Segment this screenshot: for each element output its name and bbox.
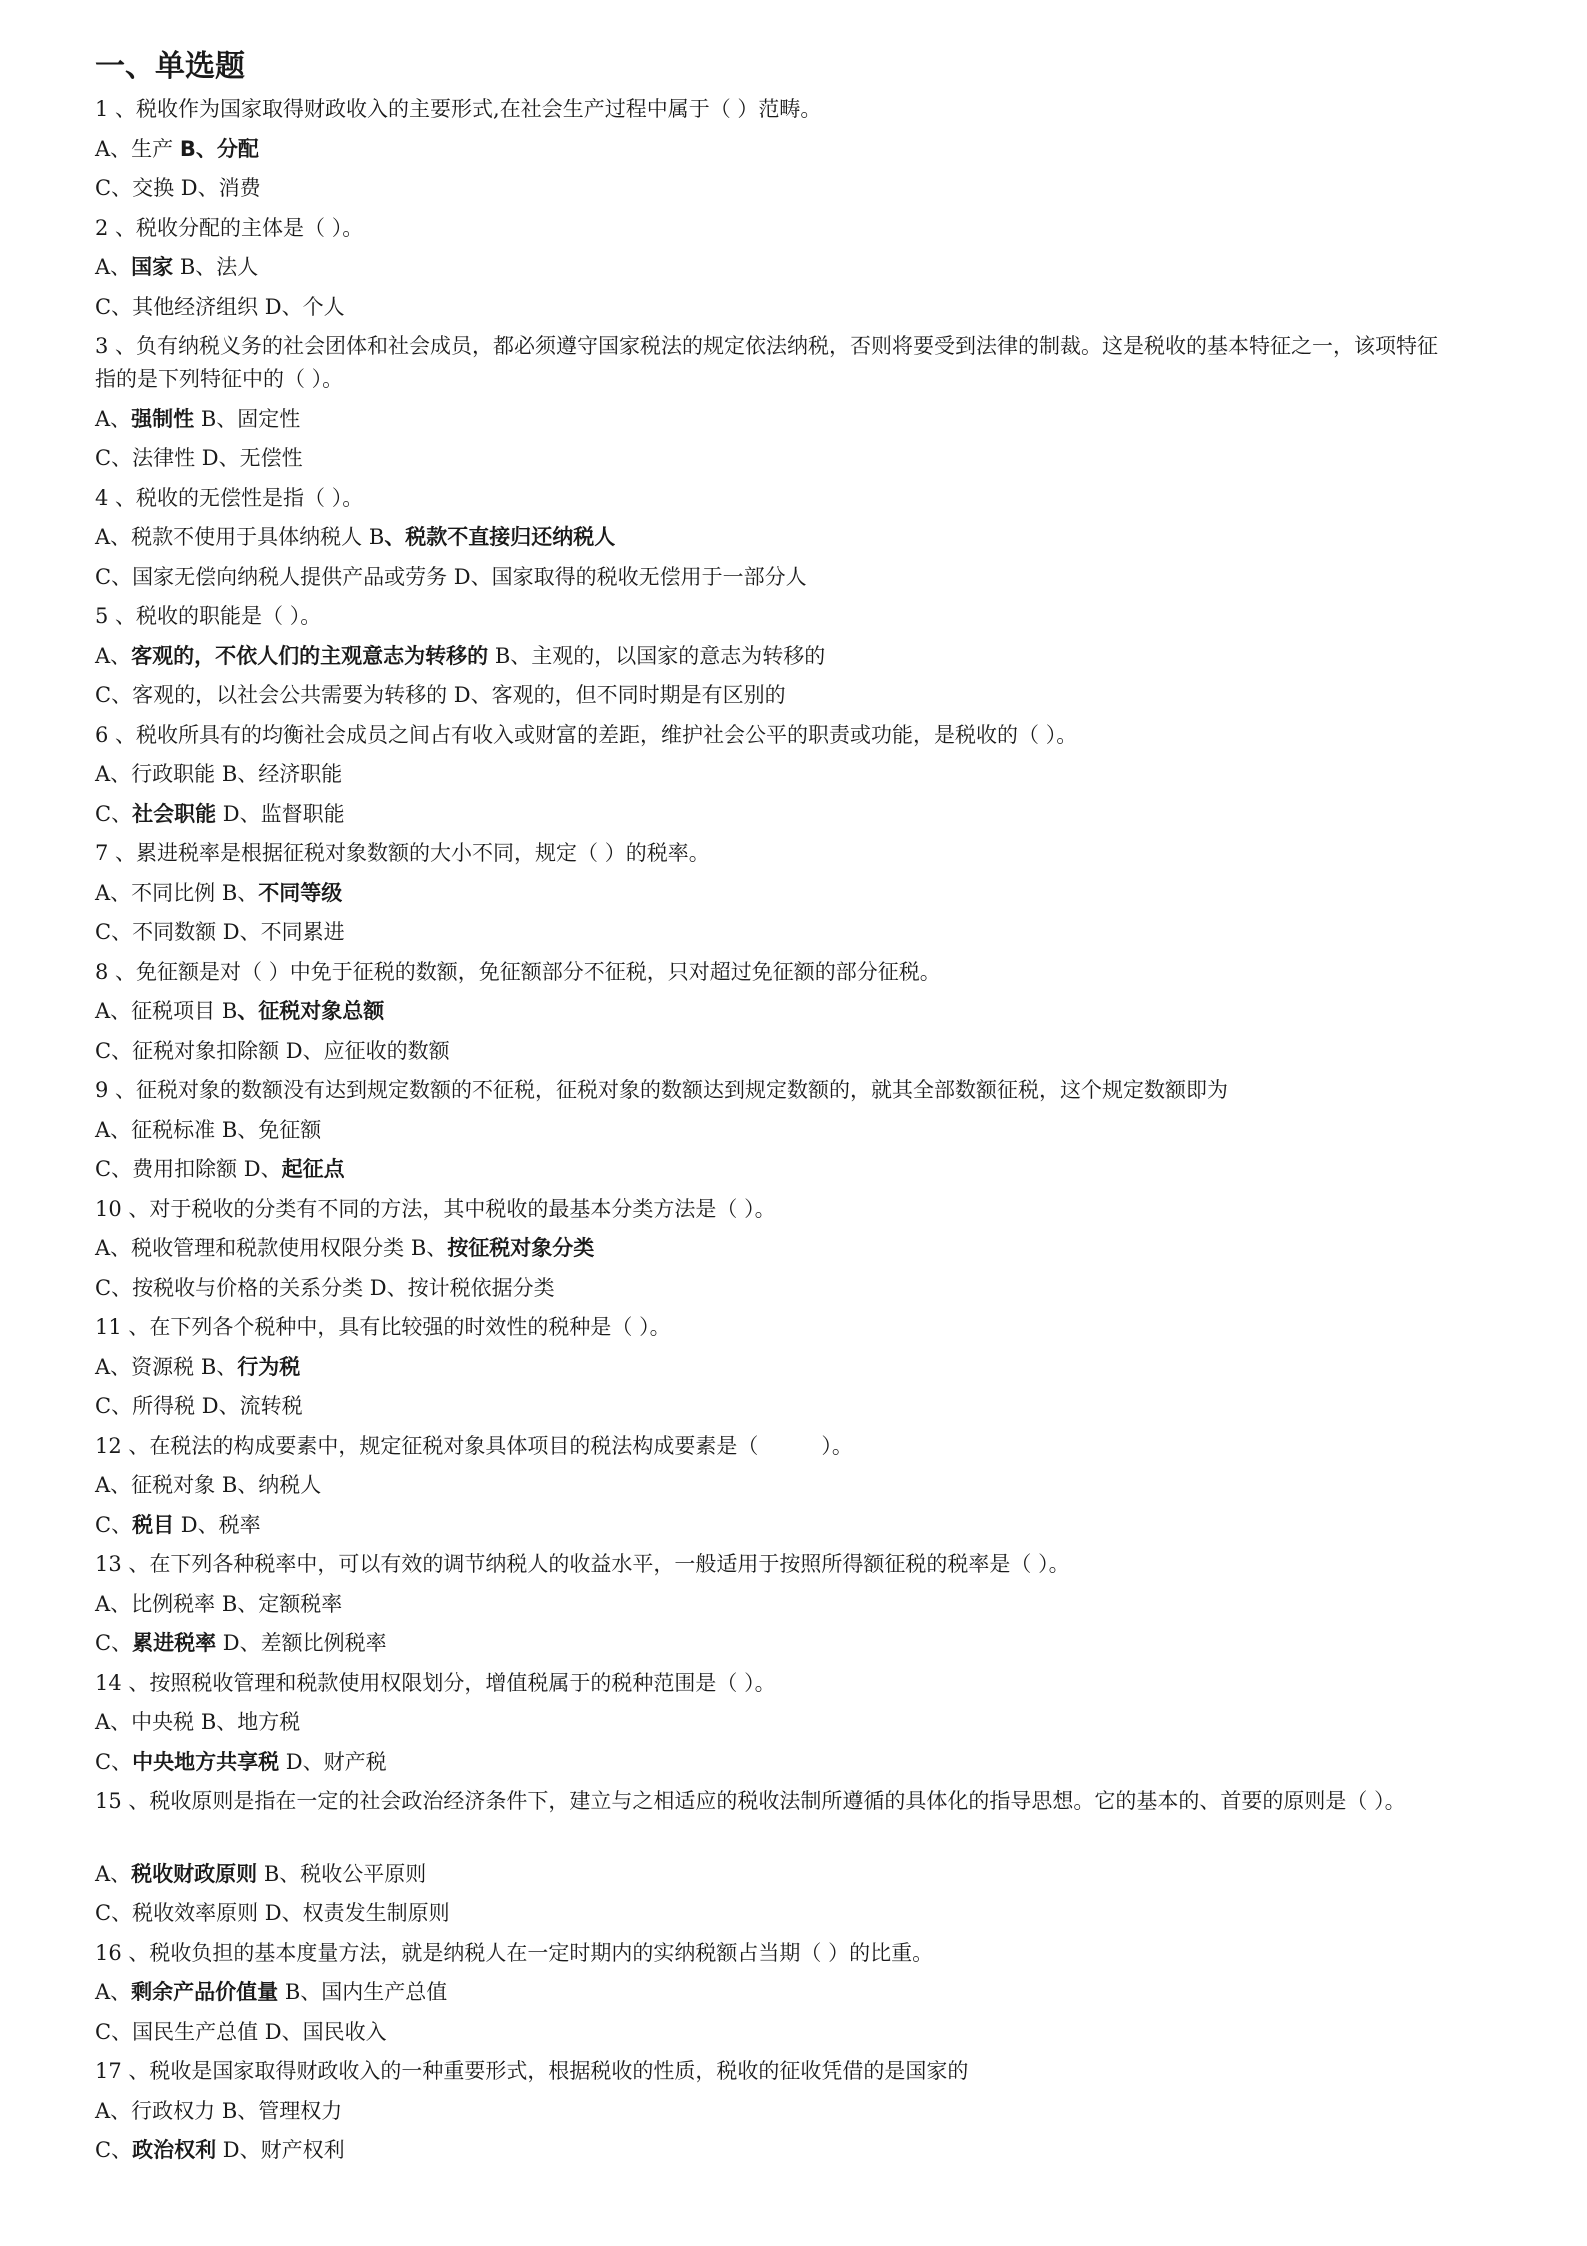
correct-answer: 税收财政原则 xyxy=(131,1862,258,1886)
option-text: B、国内生产总值 xyxy=(278,1980,448,2004)
correct-answer: 国家 xyxy=(131,255,174,279)
option-line xyxy=(95,877,342,910)
correct-answer: 按征税对象分类 xyxy=(447,1236,595,1260)
option-text: C、 xyxy=(95,1631,133,1655)
option-text: B、法人 xyxy=(173,255,259,279)
option-text: C、客观的，以社会公共需要为转移的 D、客观的，但不同时期是有区别的 xyxy=(95,683,786,707)
question-text: 8 、免征额是对（ ）中免于征税的数额，免征额部分不征税，只对超过免征额的部分征税。 xyxy=(95,960,941,984)
correct-answer: 社会职能 xyxy=(132,802,217,826)
option-text: B、主观的，以国家的意志为转移的 xyxy=(488,644,826,668)
correct-answer: 不同等级 xyxy=(258,881,343,905)
question-text: 9 、征税对象的数额没有达到规定数额的不征税，征税对象的数额达到规定数额的，就其全部数额征税，这个规定数额即为 xyxy=(95,1078,1229,1102)
option-line xyxy=(95,2095,342,2128)
option-line xyxy=(95,640,825,673)
option-line xyxy=(95,1114,321,1147)
section-heading: 一、单选题 xyxy=(95,49,245,84)
option-text: A、税收管理和税款使用权限分类 B、 xyxy=(95,1236,448,1260)
correct-answer: 起征点 xyxy=(281,1157,345,1181)
option-line xyxy=(95,1153,345,1186)
option-line xyxy=(95,561,807,594)
correct-answer: B、分配 xyxy=(179,137,259,161)
option-line xyxy=(95,172,261,205)
option-text: A、行政权力 B、管理权力 xyxy=(95,2099,343,2123)
option-text: A、 xyxy=(95,644,132,668)
option-text: A、征税标准 B、免征额 xyxy=(95,1118,322,1142)
option-text: C、税收效率原则 D、权责发生制原则 xyxy=(95,1901,450,1925)
option-text: A、税款不使用于具体纳税人 B xyxy=(95,525,385,549)
option-text: D、财产税 xyxy=(279,1750,387,1774)
correct-answer: 客观的，不依人们的主观意志为转移的 xyxy=(131,644,489,668)
option-text: A、资源税 B、 xyxy=(95,1355,238,1379)
correct-answer: 、税款不直接归还纳税人 xyxy=(384,525,616,549)
option-text: A、比例税率 B、定额税率 xyxy=(95,1592,343,1616)
option-text: C、国民生产总值 D、国民收入 xyxy=(95,2020,387,2044)
question-text: 15 、税收原则是指在一定的社会政治经济条件下，建立与之相适应的税收法制所遵循的具体化的指导思想。它的基本的、首要的原则是（ ）。 xyxy=(95,1789,1406,1813)
option-line xyxy=(95,1976,447,2009)
option-line xyxy=(95,916,345,949)
option-text: C、 xyxy=(95,802,133,826)
correct-answer: 政治权利 xyxy=(132,2138,217,2162)
option-line xyxy=(95,1897,450,1930)
option-line xyxy=(95,1351,300,1384)
option-text: C、国家无偿向纳税人提供产品或劳务 D、国家取得的税收无偿用于一部分人 xyxy=(95,565,807,589)
option-text: A、 xyxy=(95,1980,132,2004)
option-text: A、生产 xyxy=(95,137,180,161)
option-text: A、 xyxy=(95,1862,132,1886)
correct-answer: 行为税 xyxy=(237,1355,301,1379)
question-text: 13 、在下列各种税率中，可以有效的调节纳税人的收益水平，一般适用于按照所得额征税的税率是（ ）。 xyxy=(95,1552,1070,1576)
option-line xyxy=(95,1232,594,1265)
option-line xyxy=(95,1035,450,1068)
option-text: C、 xyxy=(95,1750,133,1774)
correct-answer: 累进税率 xyxy=(132,1631,217,1655)
question-text: 11 、在下列各个税种中，具有比较强的时效性的税种是（ ）。 xyxy=(95,1315,671,1339)
option-text: B、固定性 xyxy=(194,407,301,431)
option-text: C、不同数额 D、不同累进 xyxy=(95,920,345,944)
option-text: A、 xyxy=(95,407,132,431)
question-text: 1 、税收作为国家取得财政收入的主要形式,在社会生产过程中属于（ ）范畴。 xyxy=(95,97,822,121)
correct-answer: 税目 xyxy=(132,1513,175,1537)
question-text: 4 、税收的无偿性是指（ ）。 xyxy=(95,486,364,510)
option-line xyxy=(95,521,615,554)
option-line xyxy=(95,1390,303,1423)
question-text: 2 、税收分配的主体是（ ）。 xyxy=(95,216,364,240)
option-line xyxy=(95,679,786,712)
option-line xyxy=(95,995,384,1028)
question-text: 10 、对于税收的分类有不同的方法，其中税收的最基本分类方法是（ ）。 xyxy=(95,1197,776,1221)
option-line xyxy=(95,1746,387,1779)
option-text: A、征税对象 B、纳税人 xyxy=(95,1473,322,1497)
option-line xyxy=(95,133,259,166)
option-line xyxy=(95,1858,426,1891)
option-text: C、所得税 D、流转税 xyxy=(95,1394,303,1418)
option-line xyxy=(95,758,342,791)
question-text: 5 、税收的职能是（ ）。 xyxy=(95,604,322,628)
question-text: 16 、税收负担的基本度量方法，就是纳税人在一定时期内的实纳税额占当期（ ）的比重。 xyxy=(95,1941,934,1965)
question-text: 17 、税收是国家取得财政收入的一种重要形式，根据税收的性质，税收的征收凭借的是国家的 xyxy=(95,2059,969,2083)
option-line xyxy=(95,251,258,284)
option-text: A、不同比例 B、 xyxy=(95,881,259,905)
option-text: A、中央税 B、地方税 xyxy=(95,1710,301,1734)
correct-answer: 强制性 xyxy=(131,407,195,431)
option-text: C、交换 D、消费 xyxy=(95,176,261,200)
option-text: A、 xyxy=(95,255,132,279)
option-text: C、费用扣除额 D、 xyxy=(95,1157,282,1181)
option-line xyxy=(95,1588,342,1621)
option-line xyxy=(95,1509,261,1542)
option-text: C、按税收与价格的关系分类 D、按计税依据分类 xyxy=(95,1276,555,1300)
option-text: D、税率 xyxy=(174,1513,261,1537)
option-line xyxy=(95,1469,321,1502)
option-line xyxy=(95,442,303,475)
option-line xyxy=(95,403,300,436)
question-text: 6 、税收所具有的均衡社会成员之间占有收入或财富的差距，维护社会公平的职责或功能，是税收的（ ）。 xyxy=(95,723,1078,747)
option-text: D、差额比例税率 xyxy=(216,1631,387,1655)
correct-answer: 中央地方共享税 xyxy=(132,1750,280,1774)
option-line xyxy=(95,1706,300,1739)
question-text: 14 、按照税收管理和税款使用权限划分，增值税属于的税种范围是（ ）。 xyxy=(95,1671,776,1695)
question-text: 3 、负有纳税义务的社会团体和社会成员，都必须遵守国家税法的规定依法纳税，否则将要受到法律的制裁。这是税收的基本特征之一，该项特征指的是下列特征中的（ ）。 xyxy=(95,334,1439,391)
option-line xyxy=(95,1627,387,1660)
correct-answer: 剩余产品价值量 xyxy=(131,1980,279,2004)
option-text: D、监督职能 xyxy=(216,802,345,826)
option-line xyxy=(95,1272,555,1305)
question-text: 7 、累进税率是根据征税对象数额的大小不同，规定（ ）的税率。 xyxy=(95,841,710,865)
question-text: 12 、在税法的构成要素中，规定征税对象具体项目的税法构成要素是（ ）。 xyxy=(95,1434,853,1458)
option-text: A、征税项目 B xyxy=(95,999,238,1023)
option-text: C、 xyxy=(95,2138,133,2162)
option-text: B、税收公平原则 xyxy=(257,1862,427,1886)
option-line xyxy=(95,291,345,324)
option-line xyxy=(95,2134,345,2167)
option-text: C、法律性 D、无偿性 xyxy=(95,446,303,470)
option-text: C、其他经济组织 D、个人 xyxy=(95,295,345,319)
correct-answer: 、征税对象总额 xyxy=(237,999,385,1023)
option-line xyxy=(95,2016,387,2049)
option-text: D、财产权利 xyxy=(216,2138,345,2162)
option-text: C、征税对象扣除额 D、应征收的数额 xyxy=(95,1039,450,1063)
option-line xyxy=(95,798,345,831)
option-text: A、行政职能 B、经济职能 xyxy=(95,762,343,786)
option-text: C、 xyxy=(95,1513,133,1537)
